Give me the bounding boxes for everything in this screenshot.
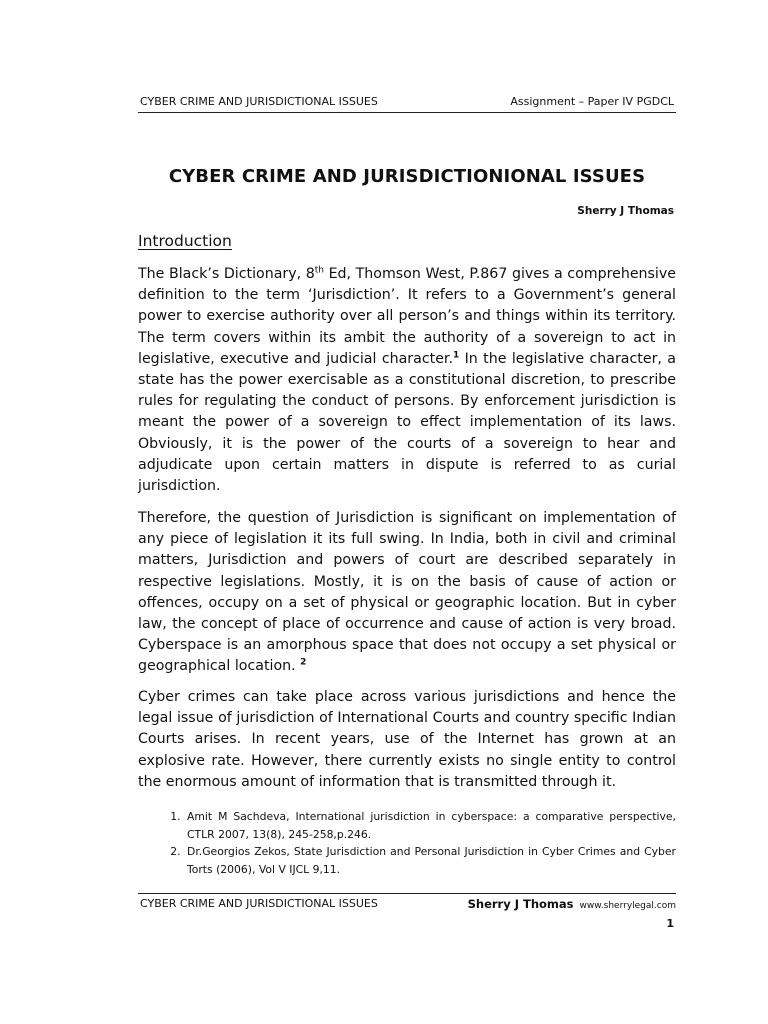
footnotes-list (158, 808, 676, 878)
footnote-2: 2. Dr.Georgios Zekos, State Jurisdiction and Personal Jurisdiction in Cyber Crimes and Cyber Torts (2006), Vol V IJCL 9,11. (184, 843, 676, 878)
section-heading-introduction: Introduction (138, 232, 232, 250)
page-number: 1 (666, 917, 674, 930)
running-footer (138, 893, 676, 912)
paragraph-1: The Black’s Dictionary, 8th Ed, Thomson West, P.867 gives a comprehensive definition to the term ‘Jurisdiction’. It refers to a Government’s general power to exercise authority over all person’s and things within its territory. The term covers within its ambit the authority of a sovereign to act in legislative, executive and judicial character.$^1$ In the legislative character, a state has the power exercisable as a constitutional discretion, to prescribe rules for regulating the conduct of persons. By enforcement jurisdiction is meant the power of a sovereign to effect implementation of its laws. Obviously, it is the power of the courts of a sovereign to hear and adjudicate upon certain matters in dispute is referred to as curial jurisdiction. (138, 265, 676, 495)
footnote-ref-2: 2 (300, 657, 307, 668)
footer-title: CYBER CRIME AND JURISDICTIONAL ISSUES (140, 897, 378, 910)
footer-website: www.sherrylegal.com (579, 901, 676, 911)
ordinal-superscript: th (314, 265, 324, 276)
running-header (138, 92, 676, 113)
footnote-ref-1: 1 (452, 350, 460, 361)
footer-credit (468, 897, 676, 911)
paragraph-3: Cyber crimes can take place across various jurisdictions and hence the legal issue of jurisdiction of International Courts and country specific Indian Courts arises. In recent years, use of the Internet has grown at an explosive rate. However, there currently exists no single entity to control the enormous amount of information that is transmitted through it. (138, 689, 676, 790)
paragraph-2: Therefore, the question of Jurisdiction is significant on implementation of any piece of legislation it its full swing. In India, both in civil and criminal matters, Jurisdiction and powers of court are described separately in respective legislations. Mostly, it is on the basis of cause of action or offences, occupy on a set of physical or geographic location. But in cyber law, the concept of place of occurrence and cause of action is very broad. Cyberspace is an amorphous space that does not occupy a set physical or geographical location. $^2$ (138, 510, 676, 675)
author-name: Sherry J Thomas (577, 205, 674, 217)
header-assignment: Assignment – Paper IV PGDCL (510, 95, 674, 108)
header-title: CYBER CRIME AND JURISDICTIONAL ISSUES (140, 95, 378, 108)
document-title: CYBER CRIME AND JURISDICTIONIONAL ISSUES (168, 166, 646, 187)
footnote-1: 1. Amit M Sachdeva, International jurisdiction in cyberspace: a comparative perspective, CTLR 2007, 13(8), 245-258,p.246. (184, 808, 676, 843)
footer-author: Sherry J Thomas (467, 897, 574, 911)
